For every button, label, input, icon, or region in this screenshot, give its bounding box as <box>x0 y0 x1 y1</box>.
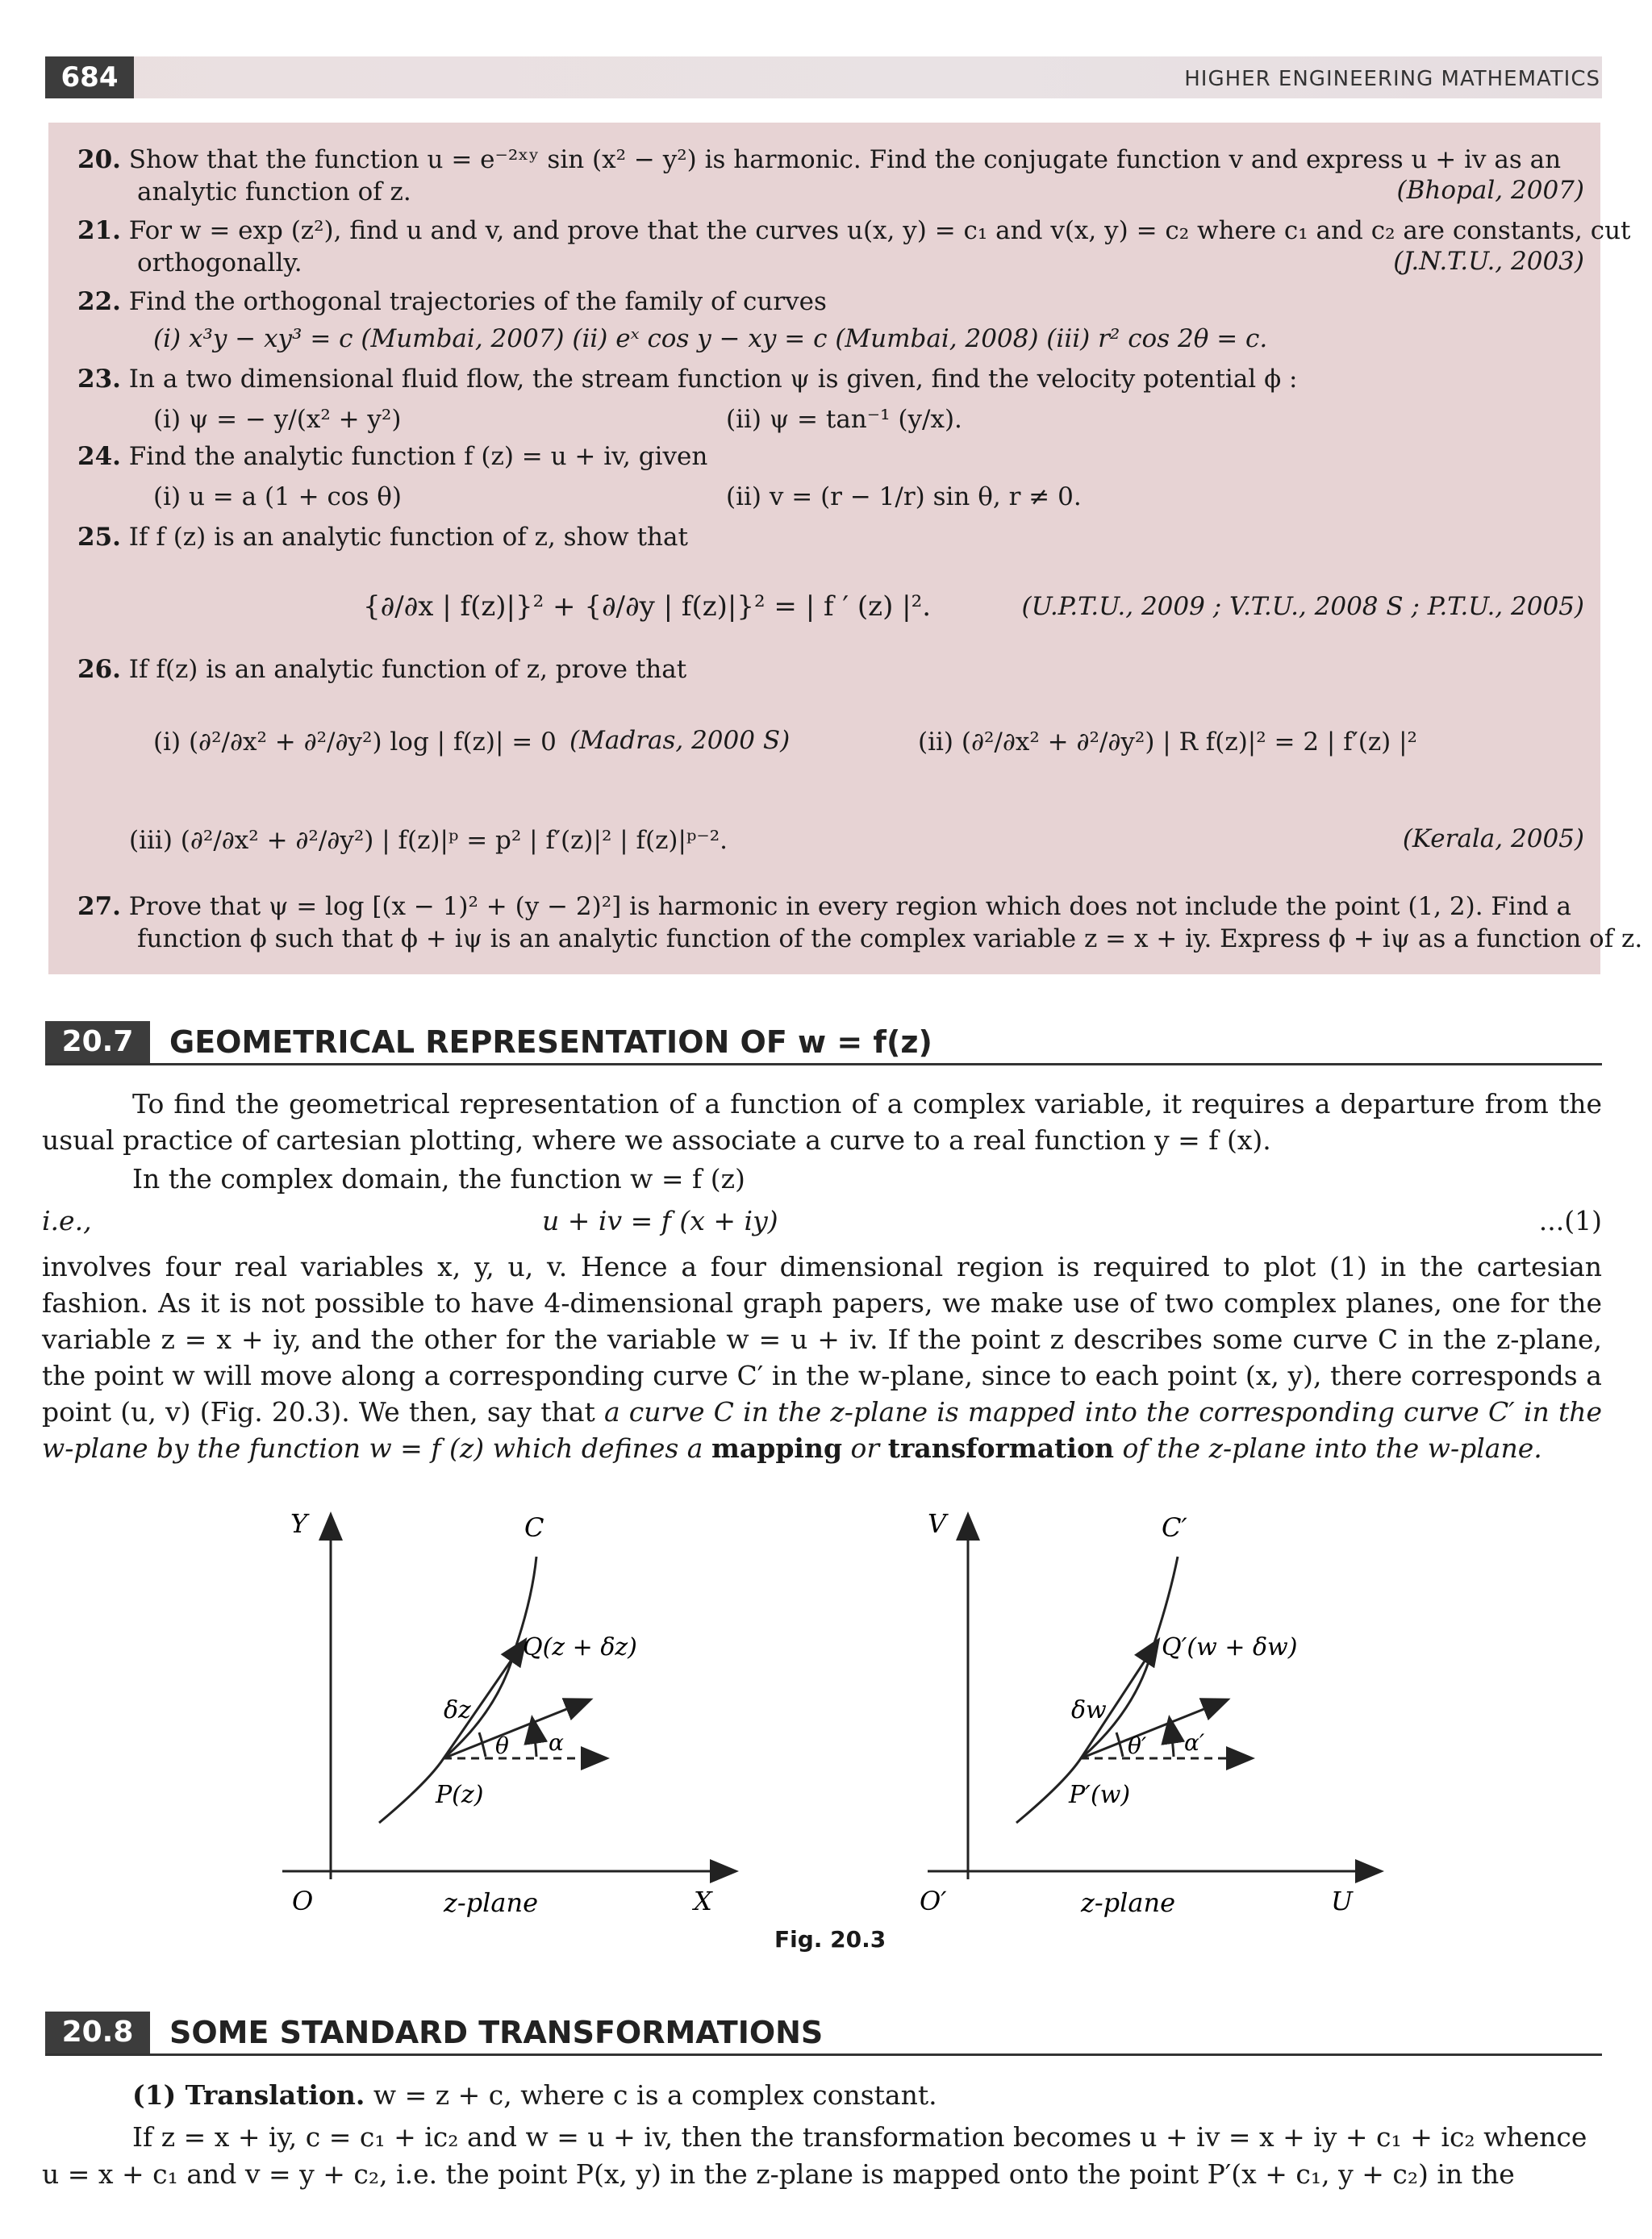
origin-label: O′ <box>920 1886 947 1916</box>
exercise-21 <box>77 215 1631 247</box>
section-rule <box>45 2053 1602 2056</box>
exercise-27-line2: function ϕ such that ϕ + iψ is an analytic function of the complex variable z = x + iy. Express ϕ + iψ as a function of z. <box>137 924 1643 953</box>
exercise-23-part-i: (i) ψ = − y/(x² + y²) <box>153 405 402 434</box>
section-number: 20.7 <box>45 1021 150 1063</box>
exercise-number: 24. <box>77 442 121 471</box>
plane-label: z-plane <box>444 1887 539 1918</box>
equation-tag: ...(1) <box>1538 1205 1602 1236</box>
exercise-20-ref: (Bhopal, 2007) <box>1396 176 1584 205</box>
exercise-number: 26. <box>77 655 121 684</box>
exercise-number: 22. <box>77 287 121 316</box>
exercise-25-ref: (U.P.T.U., 2009 ; V.T.U., 2008 S ; P.T.U., 2005) <box>1021 592 1584 621</box>
exercise-20 <box>77 144 1561 176</box>
alpha-label: α′ <box>1184 1729 1205 1756</box>
page-number: 684 <box>45 56 134 98</box>
exercise-24 <box>77 440 707 473</box>
figure-caption: Fig. 20.3 <box>774 1926 886 1953</box>
term-mapping: mapping <box>711 1432 843 1464</box>
z-plane-diagram <box>282 1516 734 1879</box>
paragraph-italic: or <box>850 1432 880 1464</box>
exercise-21-line2: orthogonally. <box>137 248 302 277</box>
item-text: w = z + c, where c is a complex constant. <box>373 2079 937 2111</box>
curve-label: C′ <box>1162 1512 1187 1543</box>
origin-label: O <box>292 1886 314 1916</box>
paragraph-line: u = x + c₁ and v = y + c₂, i.e. the point P(x, y) in the z-plane is mapped onto the point P′(x + c₁, y + c₂) in the <box>42 2158 1515 2190</box>
exercise-text: Find the orthogonal trajectories of the family of curves <box>128 287 827 316</box>
exercise-number: 27. <box>77 892 121 921</box>
angle-alpha-arc <box>1170 1720 1174 1757</box>
exercise-26-part-ii: (ii) (∂²/∂x² + ∂²/∂y²) | R f(z)|² = 2 | f′(z) |² <box>918 728 1417 757</box>
exercise-number: 20. <box>77 145 121 174</box>
exercise-number: 25. <box>77 523 121 552</box>
exercise-number: 23. <box>77 365 121 394</box>
exercise-25 <box>77 521 688 553</box>
exercise-26 <box>77 653 686 686</box>
y-axis-label: Y <box>290 1508 308 1539</box>
exercise-26-part-i-ref: (Madras, 2000 S) <box>569 726 791 755</box>
item-heading: (1) Translation. <box>132 2079 365 2111</box>
section-title: GEOMETRICAL REPRESENTATION OF w = f(z) <box>169 1024 932 1060</box>
exercise-24-part-i: (i) u = a (1 + cos θ) <box>153 482 402 511</box>
delta-label: δw <box>1071 1696 1107 1724</box>
theta-label: θ′ <box>1128 1732 1147 1759</box>
figure-20-3 <box>121 1500 1412 1920</box>
exercise-22-parts: (i) x³y − xy³ = c (Mumbai, 2007) (ii) eˣ cos y − xy = c (Mumbai, 2008) (iii) r² cos 2θ = c. <box>153 324 1268 353</box>
paragraph: In the complex domain, the function w = f (z) <box>132 1163 745 1195</box>
exercise-text: For w = exp (z²), find u and v, and prove that the curves u(x, y) = c₁ and v(x, y) = c₂ where c₁ and c₂ are constants, cut <box>128 216 1631 245</box>
alpha-label: α <box>549 1729 564 1756</box>
exercise-26-part-i: (i) (∂²/∂x² + ∂²/∂y²) log | f(z)| = 0 <box>153 728 557 757</box>
exercise-23 <box>77 363 1298 395</box>
exercise-text: In a two dimensional fluid flow, the stream function ψ is given, find the velocity potential ϕ : <box>128 365 1298 394</box>
exercise-25-equation: {∂/∂x | f(z)|}² + {∂/∂y | f(z)|}² = | f ′ (z) |². <box>363 590 932 623</box>
exercise-23-part-ii: (ii) ψ = tan⁻¹ (y/x). <box>726 405 962 434</box>
exercise-text: Find the analytic function f (z) = u + iv, given <box>128 442 708 471</box>
exercise-26-part-iii: (iii) (∂²/∂x² + ∂²/∂y²) | f(z)|ᵖ = p² | f′(z)|² | f(z)|ᵖ⁻². <box>129 826 728 855</box>
ie-label: i.e., <box>42 1205 92 1236</box>
translation-item <box>132 2079 937 2111</box>
exercise-24-part-ii: (ii) v = (r − 1/r) sin θ, r ≠ 0. <box>726 482 1082 511</box>
exercise-20-line2: analytic function of z. <box>137 177 411 206</box>
point-q-label: Q(z + δz) <box>523 1633 637 1662</box>
mapping-paragraph <box>42 1249 1602 1466</box>
v-axis-label: V <box>928 1508 947 1539</box>
section-title: SOME STANDARD TRANSFORMATIONS <box>169 2015 824 2050</box>
point-p-label: P(z) <box>436 1781 484 1809</box>
exercise-number: 21. <box>77 216 121 245</box>
term-transformation: transformation <box>887 1432 1114 1464</box>
exercise-22 <box>77 286 827 318</box>
curve-label: C <box>524 1512 544 1543</box>
u-axis-label: U <box>1331 1886 1353 1916</box>
point-p-label: P′(w) <box>1069 1781 1131 1809</box>
angle-alpha-arc <box>532 1720 536 1757</box>
theta-label: θ <box>495 1732 509 1759</box>
exercise-26-part-iii-ref: (Kerala, 2005) <box>1402 824 1584 853</box>
paragraph: To find the geometrical representation of a function of a complex variable, it requires a departure from the usual practice of cartesian plotting, where we associate a curve to a real function y = f (x). <box>42 1088 1602 1156</box>
w-plane-diagram <box>928 1516 1379 1879</box>
equation-1: u + iv = f (x + iy) <box>542 1205 778 1236</box>
exercise-text: If f (z) is an analytic function of z, show that <box>128 523 688 552</box>
section-number: 20.8 <box>45 2012 150 2053</box>
paragraph-italic: of the z-plane into the w-plane. <box>1122 1432 1542 1464</box>
exercise-27 <box>77 890 1571 923</box>
section-rule <box>45 1063 1602 1065</box>
exercise-21-ref: (J.N.T.U., 2003) <box>1393 247 1584 276</box>
book-title: HIGHER ENGINEERING MATHEMATICS <box>1184 67 1600 91</box>
point-q-label: Q′(w + δw) <box>1162 1633 1298 1662</box>
exercise-text: Prove that ψ = log [(x − 1)² + (y − 2)²] is harmonic in every region which does not include the point (1, 2). Find a <box>128 892 1571 921</box>
exercise-text: Show that the function u = e⁻²ˣʸ sin (x² − y²) is harmonic. Find the conjugate function v and express u + iv as an <box>128 145 1562 174</box>
paragraph-italic: a curve C in the z-plane is mapped into the corresponding curve C′ in the w-plane by the function w = f (z) which defines a <box>42 1396 1602 1464</box>
delta-label: δz <box>444 1696 471 1724</box>
exercise-text: If f(z) is an analytic function of z, prove that <box>128 655 687 684</box>
plane-label: z-plane <box>1081 1887 1176 1918</box>
paragraph-line: If z = x + iy, c = c₁ + ic₂ and w = u + iv, then the transformation becomes u + iv = x + iy + c₁ + ic₂ whence <box>132 2121 1587 2153</box>
paragraph-text: involves four real variables x, y, u, v. Hence a four dimensional region is required to plot (1) in the cartesian fashion. As it is not possible to have 4-dimensional graph papers, we make use of two complex planes, one for the variable z = x + iy, and the other for the variable w = u + iv. If the point z describes some curve C in the z-plane, the point w will move along a corresponding curve C′ in the w-plane, since to each point (x, y), there corresponds a point (u, v) (Fig. 20.3). We then, say that <box>42 1251 1602 1428</box>
x-axis-label: X <box>694 1886 712 1916</box>
